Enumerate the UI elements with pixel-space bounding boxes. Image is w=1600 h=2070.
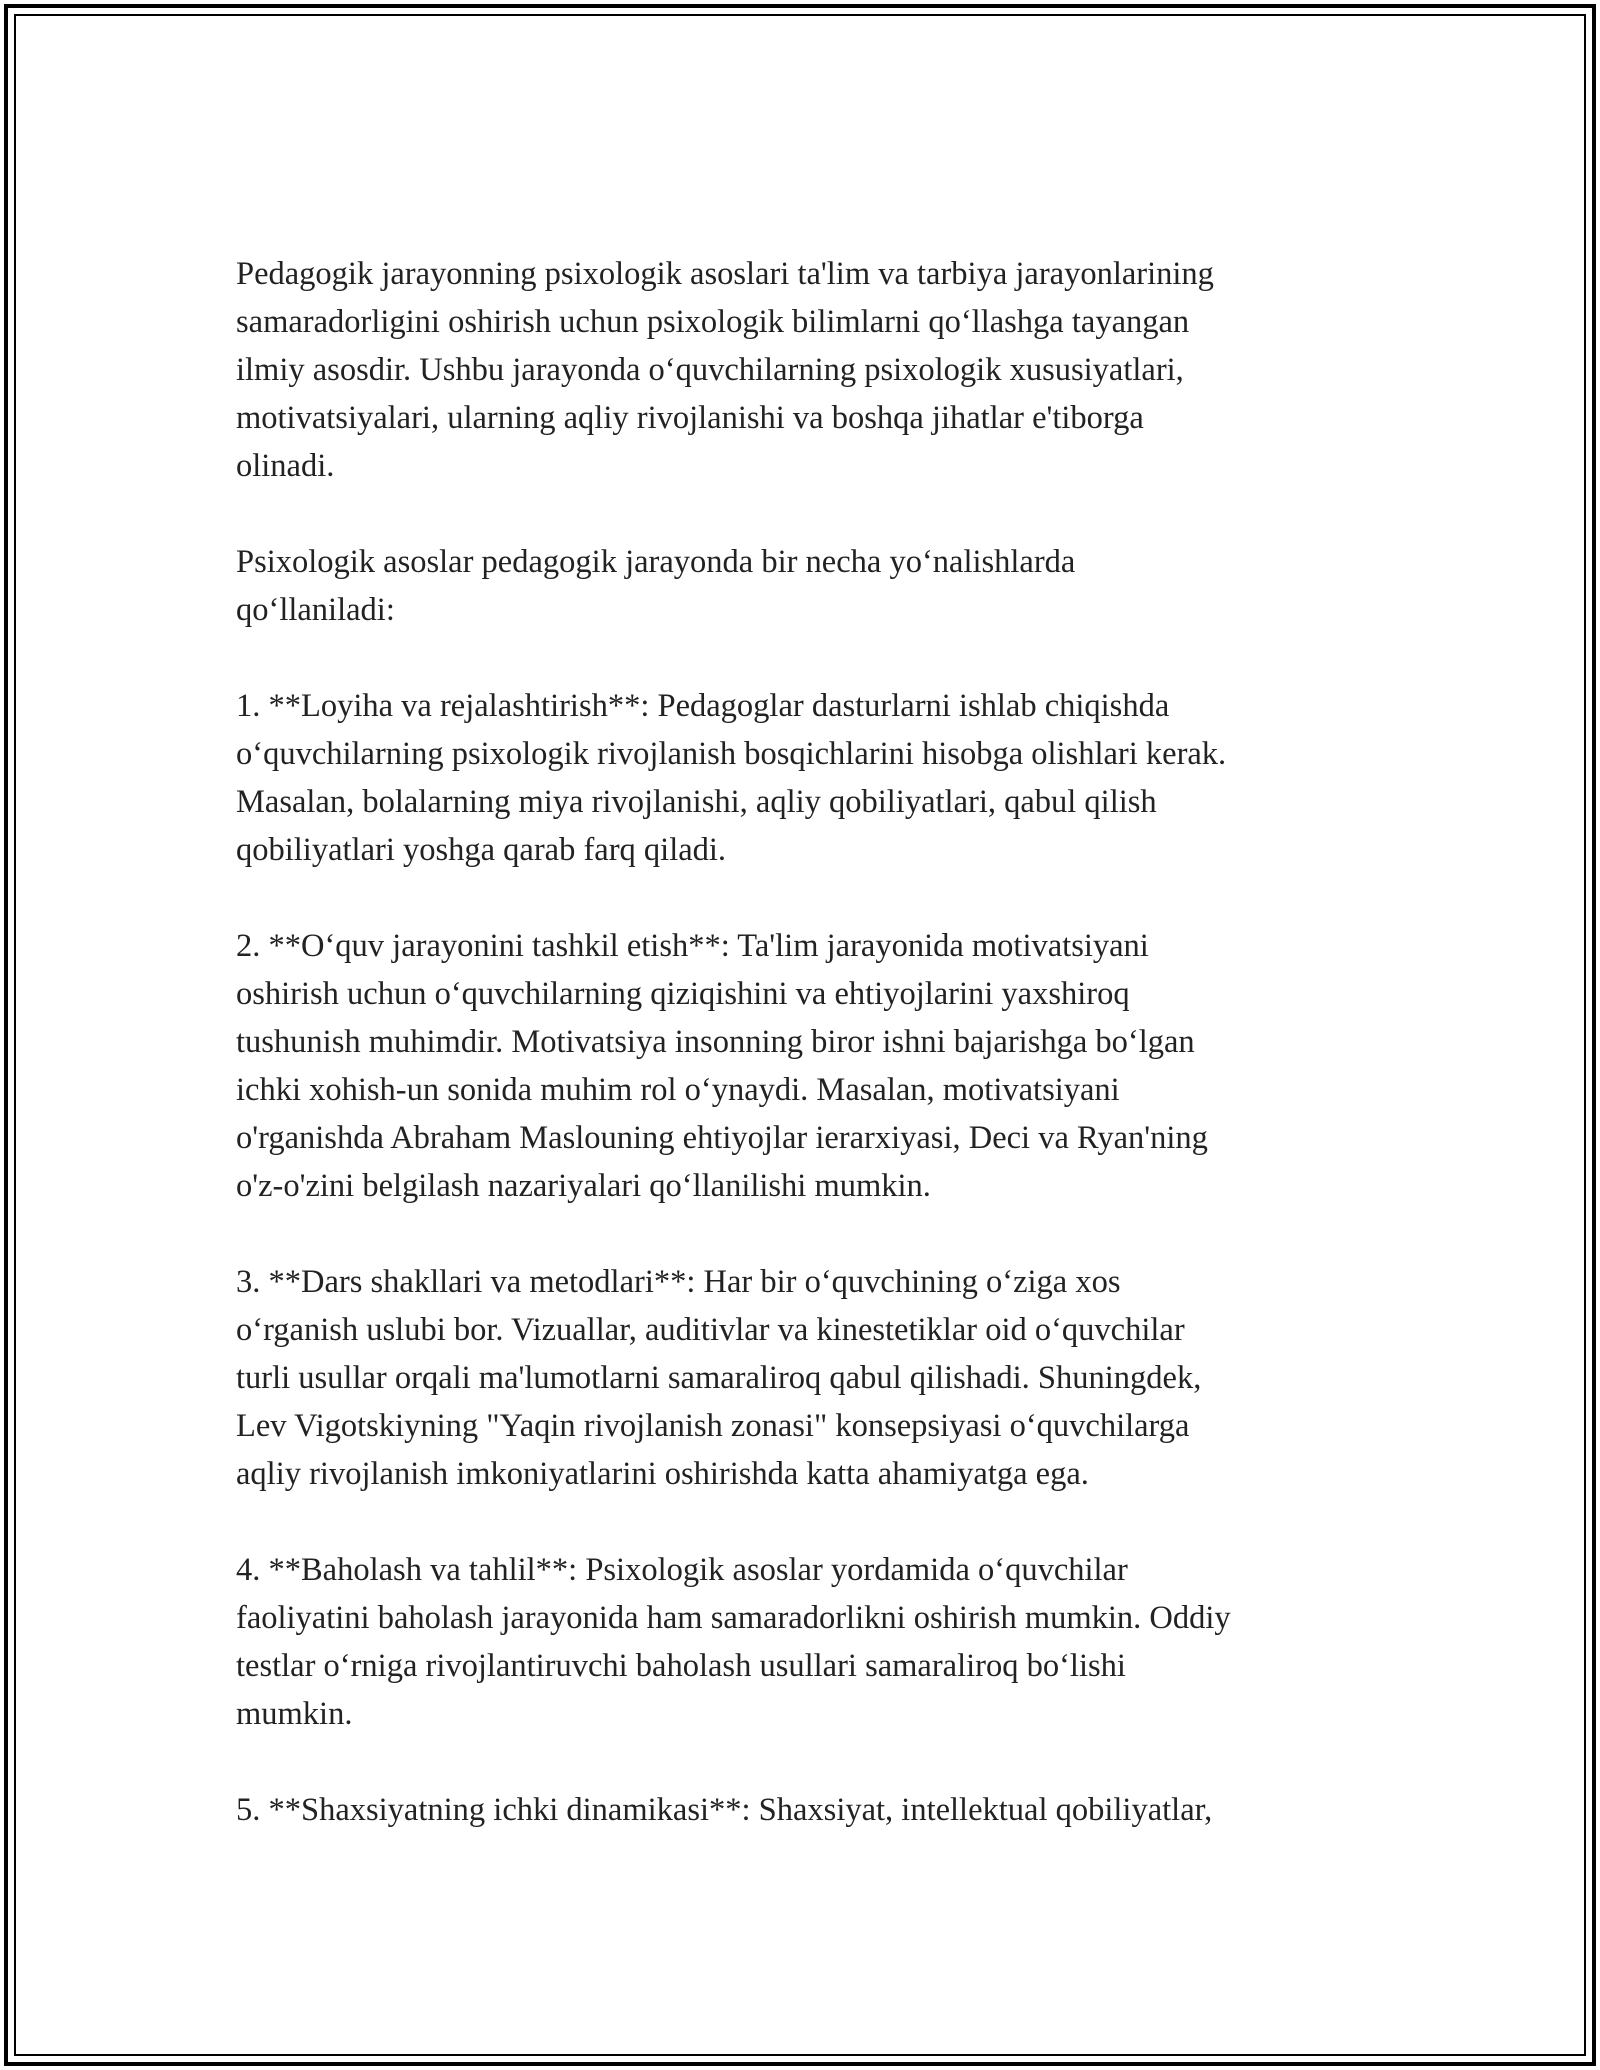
text-line: 1. **Loyiha va rejalashtirish**: Pedagoglar dasturlarni ishlab chiqishda	[236, 688, 1170, 724]
text-line: Psixologik asoslar pedagogik jarayonda bir necha yo‘nalishlarda	[236, 544, 1076, 580]
text-line: o‘rganish uslubi bor. Vizuallar, auditivlar va kinestetiklar oid o‘quvchilar	[236, 1312, 1185, 1348]
text-line: oshirish uchun o‘quvchilarning qiziqishini va ehtiyojlarini yaxshiroq	[236, 976, 1130, 1012]
paragraph	[236, 1786, 1366, 1834]
text-line: motivatsiyalari, ularning aqliy rivojlanishi va boshqa jihatlar e'tiborga	[236, 400, 1144, 436]
text-line: ichki xohish-un sonida muhim rol o‘ynaydi. Masalan, motivatsiyani	[236, 1072, 1120, 1108]
text-line: tushunish muhimdir. Motivatsiya insonning biror ishni bajarishga bo‘lgan	[236, 1024, 1195, 1060]
text-line: 5. **Shaxsiyatning ichki dinamikasi**: Shaxsiyat, intellektual qobiliyatlar,	[236, 1792, 1213, 1828]
text-line: Lev Vigotskiyning "Yaqin rivojlanish zonasi" konsepsiyasi o‘quvchilarga	[236, 1408, 1190, 1444]
text-line: 2. **O‘quv jarayonini tashkil etish**: Ta'lim jarayonida motivatsiyani	[236, 928, 1149, 964]
text-line: o'rganishda Abraham Maslouning ehtiyojlar ierarxiyasi, Deci va Ryan'ning	[236, 1120, 1208, 1156]
text-line: mumkin.	[236, 1696, 353, 1732]
text-line: Pedagogik jarayonning psixologik asoslari ta'lim va tarbiya jarayonlarining	[236, 256, 1214, 292]
text-line: o‘quvchilarning psixologik rivojlanish bosqichlarini hisobga olishlari kerak.	[236, 736, 1227, 772]
text-line: samaradorligini oshirish uchun psixologik bilimlarni qo‘llashga tayangan	[236, 304, 1190, 340]
text-line: Masalan, bolalarning miya rivojlanishi, aqliy qobiliyatlari, qabul qilish	[236, 784, 1157, 820]
text-line: qobiliyatlari yoshga qarab farq qiladi.	[236, 832, 727, 868]
paragraph	[236, 1546, 1366, 1738]
text-line: testlar o‘rniga rivojlantiruvchi baholash usullari samaraliroq bo‘lishi	[236, 1648, 1126, 1684]
document-body	[236, 250, 1366, 1834]
text-line: 3. **Dars shakllari va metodlari**: Har bir o‘quvchining o‘ziga xos	[236, 1264, 1121, 1300]
paragraph	[236, 922, 1366, 1210]
paragraph	[236, 538, 1366, 634]
text-line: ilmiy asosdir. Ushbu jarayonda o‘quvchilarning psixologik xususiyatlari,	[236, 352, 1184, 388]
text-line: olinadi.	[236, 448, 335, 484]
text-line: 4. **Baholash va tahlil**: Psixologik asoslar yordamida o‘quvchilar	[236, 1552, 1128, 1588]
text-line: o'z-o'zini belgilash nazariyalari qo‘llanilishi mumkin.	[236, 1168, 931, 1204]
text-line: aqliy rivojlanish imkoniyatlarini oshirishda katta ahamiyatga ega.	[236, 1456, 1089, 1492]
paragraph	[236, 250, 1366, 490]
text-line: faoliyatini baholash jarayonida ham samaradorlikni oshirish mumkin. Oddiy	[236, 1600, 1231, 1636]
text-line: turli usullar orqali ma'lumotlarni samaraliroq qabul qilishadi. Shuningdek,	[236, 1360, 1202, 1396]
paragraph	[236, 1258, 1366, 1498]
text-line: qo‘llaniladi:	[236, 592, 395, 628]
paragraph	[236, 682, 1366, 874]
